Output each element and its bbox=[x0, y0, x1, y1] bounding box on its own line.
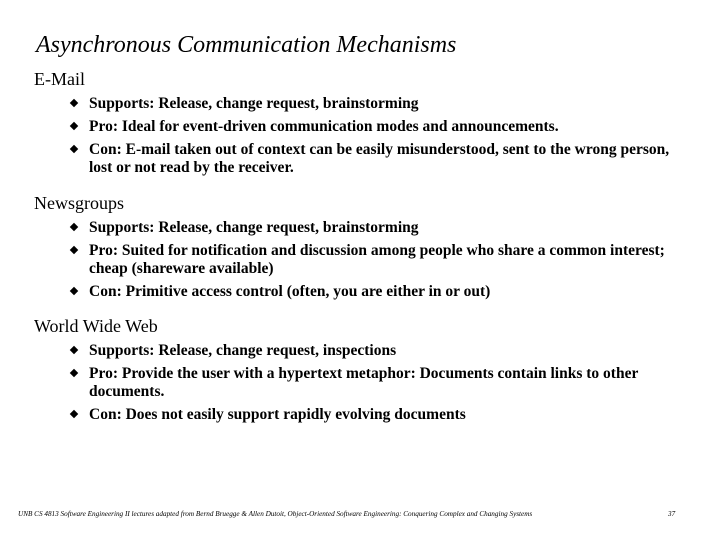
section-heading: World Wide Web bbox=[34, 316, 158, 336]
bullet-text: Con: Primitive access control (often, you are either in or out) bbox=[89, 283, 491, 300]
bullet-list bbox=[34, 219, 689, 301]
bullet-text: Con: Does not easily support rapidly evolving documents bbox=[89, 406, 466, 423]
bullet-text: Con: E-mail taken out of context can be easily misunderstood, sent to the wrong person, lost or not read by the receiver. bbox=[89, 141, 670, 176]
bullet-item bbox=[34, 118, 689, 136]
bullet-item bbox=[34, 283, 689, 301]
section-email bbox=[34, 68, 689, 177]
bullet-text: Supports: Release, change request, inspections bbox=[89, 342, 397, 359]
bullet-text: Pro: Suited for notification and discussion among people who share a common interest; cheap (shareware available) bbox=[89, 242, 665, 277]
bullet-item bbox=[34, 406, 689, 424]
diamond-bullet-icon bbox=[70, 410, 78, 418]
bullet-text: Pro: Provide the user with a hypertext metaphor: Documents contain links to other documents. bbox=[89, 365, 639, 400]
bullet-item bbox=[34, 242, 689, 278]
section-newsgroups bbox=[34, 192, 689, 301]
diamond-bullet-icon bbox=[70, 99, 78, 107]
bullet-item bbox=[34, 95, 689, 113]
section-heading: Newsgroups bbox=[34, 193, 124, 213]
bullet-item bbox=[34, 219, 689, 237]
section-www bbox=[34, 315, 689, 424]
bullet-text: Supports: Release, change request, brainstorming bbox=[89, 219, 419, 236]
bullet-text: Pro: Ideal for event-driven communication modes and announcements. bbox=[89, 118, 559, 135]
diamond-bullet-icon bbox=[70, 246, 78, 254]
page-number: 37 bbox=[668, 510, 676, 518]
bullet-item bbox=[34, 141, 689, 177]
diamond-bullet-icon bbox=[70, 369, 78, 377]
section-heading: E-Mail bbox=[34, 69, 85, 89]
slide-footer: UNB CS 4813 Software Engineering II lectures adapted from Bernd Bruegge & Allen Dutoit, Object-Oriented Software Engineering: Conquering Complex and Changing Systems bbox=[18, 510, 533, 518]
bullet-item bbox=[34, 365, 689, 401]
bullet-text: Supports: Release, change request, brainstorming bbox=[89, 95, 419, 112]
diamond-bullet-icon bbox=[70, 346, 78, 354]
diamond-bullet-icon bbox=[70, 145, 78, 153]
bullet-item bbox=[34, 342, 689, 360]
bullet-list bbox=[34, 342, 689, 424]
diamond-bullet-icon bbox=[70, 122, 78, 130]
diamond-bullet-icon bbox=[70, 287, 78, 295]
diamond-bullet-icon bbox=[70, 223, 78, 231]
bullet-list bbox=[34, 95, 689, 177]
slide-title: Asynchronous Communication Mechanisms bbox=[36, 32, 457, 58]
